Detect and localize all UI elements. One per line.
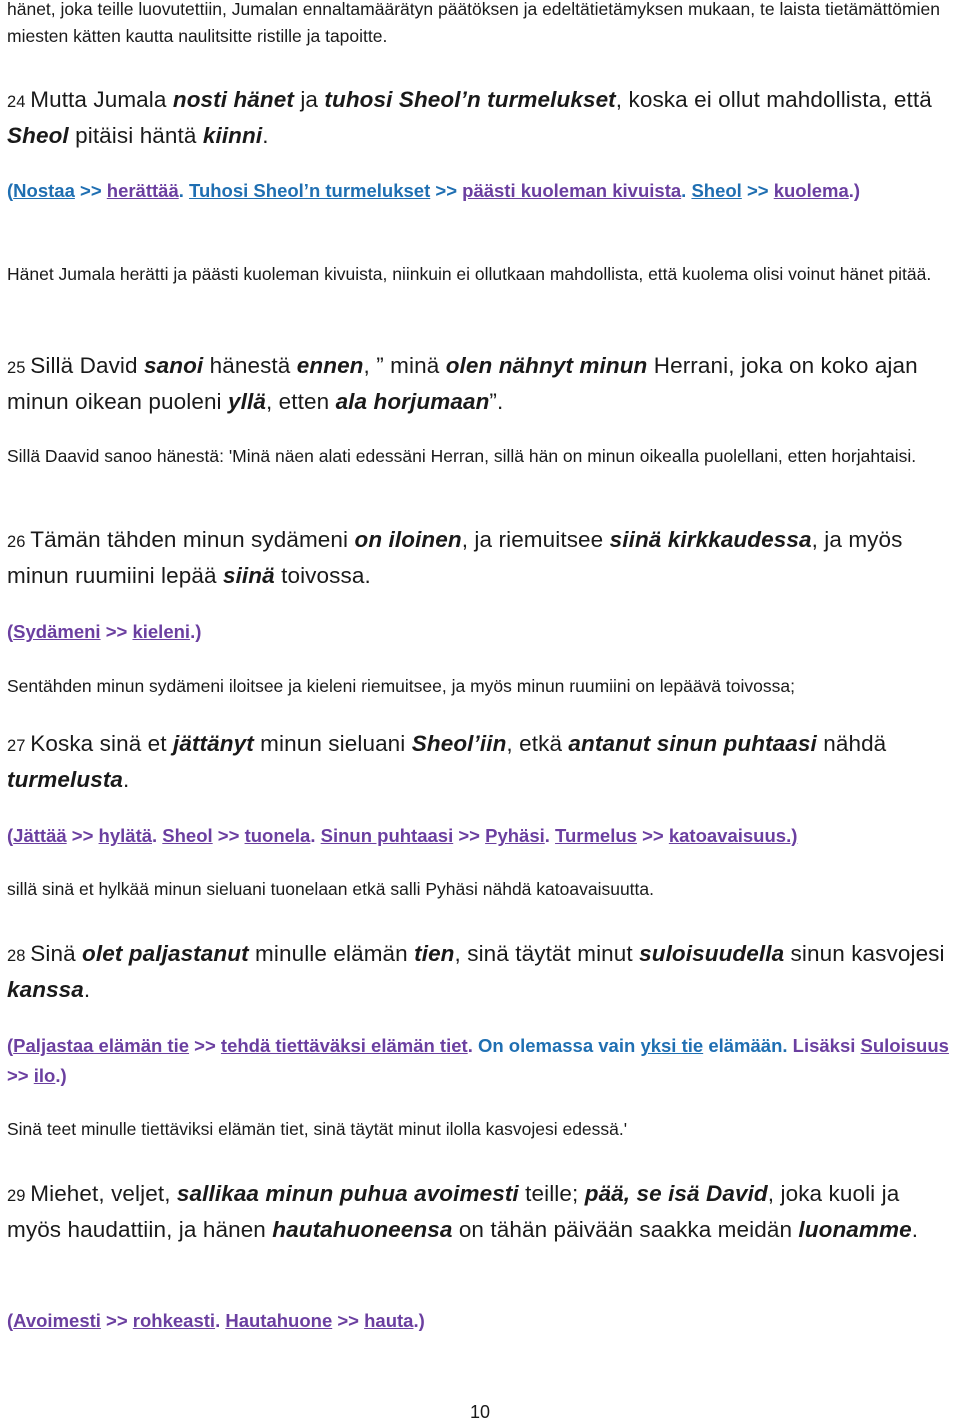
text-run: .: [911, 1217, 919, 1242]
text-run: ennen: [296, 353, 364, 378]
text-run: .: [215, 1310, 226, 1331]
text-run: minulle: [76, 1119, 142, 1139]
text-run: 25: [7, 359, 31, 377]
text-run: kieleni: [306, 676, 357, 696]
text-run: minun sieluani: [149, 879, 271, 899]
text-run: , etkä: [506, 731, 569, 756]
text-run: .: [152, 825, 163, 846]
text-run: (: [7, 825, 14, 846]
text-run: turmelusta: [7, 767, 124, 792]
text-run: , Jumalan: [222, 0, 303, 19]
text-run: >>: [332, 1310, 365, 1331]
text-run: , ” minä: [363, 353, 446, 378]
text-run: , koska ei ollut mahdollista, että: [615, 87, 932, 112]
text-run: (: [7, 180, 14, 201]
text-run: .: [544, 825, 556, 846]
text-run: Sinä: [7, 1119, 47, 1139]
text-run: herättää: [106, 180, 179, 201]
text-run: Sinä: [30, 941, 83, 966]
text-run: >>: [189, 1035, 221, 1056]
text-run: .: [649, 879, 655, 899]
text-run: hylätä: [98, 825, 153, 846]
text-run: kiinni: [202, 123, 263, 148]
verse-27: [7, 727, 953, 797]
note-29: [7, 1306, 953, 1336]
text-run: salli Pyhäsi: [390, 879, 478, 899]
text-run: hänestä: [203, 353, 297, 378]
text-run: >>: [636, 825, 669, 846]
text-run: >>: [100, 621, 133, 642]
text-run: Pyhäsi: [485, 825, 545, 846]
text-run: Suloisuus: [860, 1035, 949, 1056]
text-run: Sheol: [162, 825, 213, 846]
text-run: >>: [430, 180, 463, 201]
note-24: [7, 176, 953, 206]
text-run: jättänyt: [172, 731, 254, 756]
text-run: , niinkuin ei ollutkaan mahdollista, että kuolema olisi voinut hänet: [382, 264, 889, 284]
text-run: >>: [7, 1065, 34, 1086]
text-run: Miehet, veljet,: [30, 1181, 177, 1206]
text-run: , ja riemuitsee: [461, 527, 610, 552]
text-run: tuonela: [244, 825, 311, 846]
text-run: olen nähnyt minun: [445, 353, 648, 378]
text-run: sillä sinä et: [7, 879, 99, 899]
text-run: rohkeasti: [132, 1310, 216, 1331]
note-26: [7, 617, 953, 647]
text-run: sanoi: [144, 353, 204, 378]
text-run: , joka kuoli ja myös haudattiin, ja hänen: [7, 1181, 900, 1242]
text-run: tien: [414, 941, 455, 966]
text-run: nähdä: [816, 731, 887, 756]
text-run: tuonelaan: [270, 879, 348, 899]
text-run: Lisäksi: [787, 1035, 861, 1056]
text-run: .): [413, 1310, 425, 1331]
text-run: näen alati edessäni: [274, 446, 426, 466]
text-run: tuhosi Sheol’n turmelukset: [324, 87, 616, 112]
text-run: hylkää: [98, 879, 150, 899]
text-run: teet: [46, 1119, 77, 1139]
text-run: minulle elämän: [248, 941, 415, 966]
text-run: .): [848, 180, 861, 201]
text-run: .: [681, 180, 692, 201]
text-run: pää, se isä David: [584, 1181, 768, 1206]
text-run: ennaltamäärätyn päätöksen: [302, 0, 519, 19]
text-run: .: [926, 264, 932, 284]
text-run: on iloinen: [354, 527, 462, 552]
paragraph-commentary-26: [7, 673, 953, 700]
text-run: >>: [66, 825, 99, 846]
text-run: pitää: [888, 264, 927, 284]
verse-28: [7, 937, 953, 1007]
text-run: tiet: [280, 1119, 304, 1139]
paragraph-commentary-24: [7, 261, 953, 288]
text-run: antanut sinun puhtaasi: [568, 731, 817, 756]
text-run: hänestä: 'Minä: [151, 446, 275, 466]
text-run: päästi kuoleman kivuista: [462, 180, 682, 201]
text-run: päästi kuoleman kivuista: [191, 264, 383, 284]
paragraph-commentary-27: [7, 876, 953, 903]
verse-24: [7, 83, 953, 153]
text-run: Avoimesti: [13, 1310, 101, 1331]
text-run: (: [7, 1035, 14, 1056]
text-run: kasvojesi: [480, 1119, 563, 1139]
text-run: ja edeltätietämyksen mukaan,: [518, 0, 760, 19]
text-run: Tämän tähden minun sydämeni: [30, 527, 355, 552]
note-28: [7, 1031, 953, 1091]
verse-26: [7, 523, 953, 593]
text-run: pitäisi häntä: [68, 123, 203, 148]
text-run: .': [618, 1119, 628, 1139]
text-run: Sillä David: [30, 353, 144, 378]
text-run: kuolema: [773, 180, 849, 201]
page-number: 10: [469, 1402, 491, 1422]
text-run: Herrani, joka on koko ajan minun oikean puoleni: [7, 353, 918, 414]
paragraph-commentary-25: [7, 443, 953, 470]
text-run: on tähän päivään saakka meidän: [452, 1217, 799, 1242]
text-run: Hautahuone: [225, 1310, 333, 1331]
text-run: horjahtaisi.: [831, 446, 917, 466]
text-run: Turmelus: [555, 825, 637, 846]
text-run: yksi tie: [640, 1035, 704, 1056]
text-run: siinä kirkkaudessa: [609, 527, 812, 552]
text-run: edessä: [562, 1119, 619, 1139]
text-run: luonamme: [798, 1217, 912, 1242]
text-run: kanssa: [7, 977, 84, 1002]
text-run: >>: [453, 825, 486, 846]
text-run: , ja myös minun ruumiini lepää: [7, 527, 903, 588]
note-27: [7, 821, 953, 851]
text-run: .: [262, 123, 269, 148]
text-run: (: [7, 621, 14, 642]
text-run: .: [467, 1035, 478, 1056]
text-run: kieleni: [132, 621, 191, 642]
text-run: .): [55, 1065, 67, 1086]
text-run: Herran, sillä hän on minun oikealla puolellani, etten: [425, 446, 832, 466]
text-run: hänet,: [7, 0, 61, 19]
text-run: toivossa.: [274, 563, 371, 588]
text-run: elämään.: [703, 1035, 788, 1056]
paragraph-commentary-23: [7, 0, 953, 50]
text-run: 29: [7, 1187, 31, 1205]
text-run: 26: [7, 533, 31, 551]
text-run: ala horjumaan: [335, 389, 490, 414]
text-run: Sheol’iin: [411, 731, 507, 756]
text-run: tehdä tiettäväksi elämän tiet: [220, 1035, 468, 1056]
verse-25: [7, 349, 953, 419]
text-run: Koska sinä et: [30, 731, 173, 756]
text-run: hauta: [364, 1310, 414, 1331]
verse-29: [7, 1177, 953, 1247]
text-run: Sydämeni: [13, 621, 101, 642]
text-run: Sentähden minun sydämeni: [7, 676, 229, 696]
text-run: yllä: [228, 389, 266, 414]
text-run: siinä: [222, 563, 275, 588]
text-run: katoavaisuus.): [668, 825, 798, 846]
text-run: 24: [7, 93, 31, 111]
text-run: .: [310, 825, 321, 846]
text-run: riemuitsee, ja myös minun ruumiini on lepäävä toivossa;: [356, 676, 795, 696]
text-run: suloisuudella: [639, 941, 785, 966]
text-run: .: [178, 180, 190, 201]
text-run: >>: [741, 180, 774, 201]
text-run: ilo: [33, 1065, 56, 1086]
text-run: .: [123, 767, 130, 792]
text-run: >>: [100, 1310, 133, 1331]
text-run: Jättää: [13, 825, 67, 846]
text-run: 27: [7, 737, 31, 755]
text-run: 28: [7, 947, 31, 965]
text-run: herätti: [119, 264, 169, 284]
text-run: ja: [283, 676, 307, 696]
text-run: >>: [212, 825, 245, 846]
text-run: , etten: [265, 389, 336, 414]
text-run: elämän: [213, 1119, 281, 1139]
text-run: olet paljastanut: [82, 941, 249, 966]
text-run: Nostaa: [13, 180, 75, 201]
text-run: , sinä täytät minut: [303, 1119, 446, 1139]
text-run: minun sieluani: [253, 731, 412, 756]
text-run: naulitsitte ristille ja tapoitte.: [173, 26, 388, 46]
text-run: Sinun puhtaasi: [320, 825, 454, 846]
text-run: , sinä täytät minut: [454, 941, 640, 966]
text-run: >>: [74, 180, 107, 201]
text-run: .): [190, 621, 202, 642]
text-run: iloitsee: [228, 676, 284, 696]
paragraph-commentary-28: [7, 1116, 953, 1143]
text-run: teille;: [518, 1181, 585, 1206]
text-run: nähdä: [477, 879, 537, 899]
text-run: sinun kasvojesi: [784, 941, 945, 966]
text-run: te laista tietämättömien miesten kätten kautta: [7, 0, 940, 46]
text-run: Sillä Daavid: [7, 446, 105, 466]
text-run: joka teille luovutettiin: [60, 0, 223, 19]
text-run: Mutta Jumala: [30, 87, 173, 112]
text-run: katoavaisuutta: [536, 879, 650, 899]
text-run: ”.: [489, 389, 504, 414]
text-run: ja: [168, 264, 192, 284]
text-run: ja: [293, 87, 325, 112]
text-run: On olemassa vain: [477, 1035, 641, 1056]
text-run: Sheol: [7, 123, 69, 148]
text-run: .: [83, 977, 91, 1002]
text-run: hautahuoneensa: [272, 1217, 453, 1242]
text-run: Tuhosi Sheol’n turmelukset: [189, 180, 431, 201]
text-run: (: [7, 1310, 14, 1331]
text-run: etkä: [347, 879, 391, 899]
text-run: Sheol: [691, 180, 742, 201]
text-run: tiettäviksi: [141, 1119, 214, 1139]
text-run: Hänet Jumala: [7, 264, 120, 284]
text-run: sanoo: [104, 446, 152, 466]
text-run: ilolla: [445, 1119, 481, 1139]
text-run: Paljastaa elämän tie: [13, 1035, 190, 1056]
text-run: sallikaa minun puhua avoimesti: [176, 1181, 519, 1206]
text-run: nosti hänet: [172, 87, 294, 112]
